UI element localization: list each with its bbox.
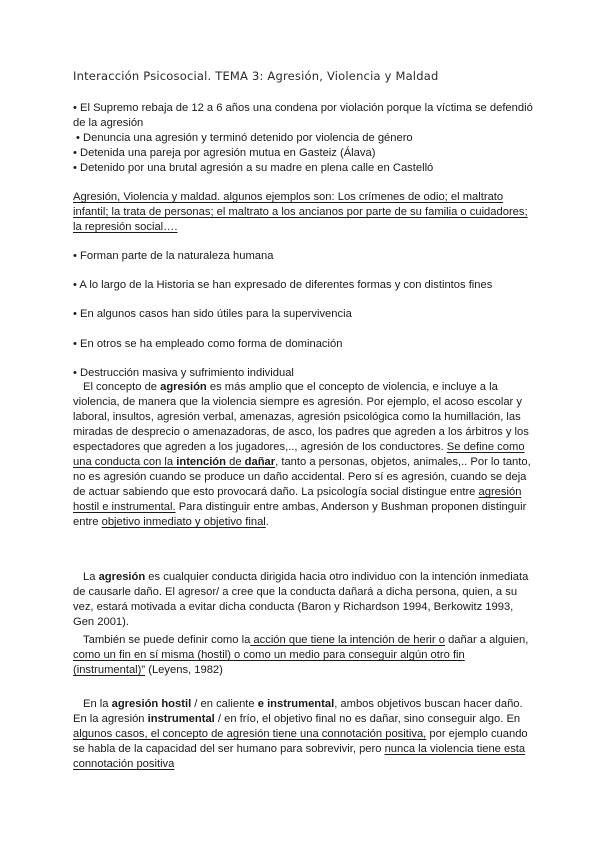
feature-item: • En otros se ha empleado como forma de dominación [73,338,343,350]
news-bullet-list [73,101,535,176]
news-bullet: • Detenida una pareja por agresión mutua en Gasteiz (Álava) [73,147,376,159]
definition-paragraph: La agresión es cualquier conducta dirigida hacia otro individuo con la intención inmediata de causarle daño. El agresor/ a cree que la conducta dañará a dicha persona, quien, a su vez, estará motivada a evitar dicha conducta (Baron y Richardson 1994, Berkowitz 1993, Gen 2001). [73,571,529,628]
news-bullet: • Detenido por una brutal agresión a su madre en plena calle en Castelló [73,162,434,174]
alternative-definition-paragraph: También se puede definir como la acción que tiene la intención de herir o dañar a alguien, como un fin en sí misma (hostil) o como un medio para conseguir algún otro fin (instrumental)” (Leyens, 1982) [73,634,529,676]
feature-item: • Forman parte de la naturaleza humana [73,250,274,262]
feature-item: • En algunos casos han sido útiles para la supervivencia [73,308,352,320]
examples-paragraph: Agresión, Violencia y maldad. algunos ejemplos son: Los crímenes de odio; el maltrato infantil; la trata de personas; el maltrato a los ancianos por parte de su familia o cuidadores; la represión social…. [73,191,528,233]
concept-paragraph: El concepto de agresión es más amplio que el concepto de violencia, e incluye a la violencia, de manera que la violencia siempre es agresión. Por ejemplo, el acoso escolar y laboral, insultos, agresión verbal, amenazas, agresión psicológica como la humillación, las miradas de desprecio o amenazadoras, de asco, los padres que agreden a los árbitros y los espectadores que agreden a los jugadores,.., agresión de los conductores. Se define como una conducta con la intención de dañar, tanto a personas, objetos, animales,.. Por lo tanto, no es agresión cuando se produce un daño accidental. Pero sí es agresión, cuando se deja de actuar sabiendo que esto provocará daño. La psicología social distingue entre agresión hostil e instrumental. Para distinguir entre ambas, Anderson y Bushman proponen distinguir entre objetivo inmediato y objetivo final. [73,381,531,528]
news-bullet: • El Supremo rebaja de 12 a 6 años una condena por violación porque la víctima se defendió de la agresión [73,102,533,129]
hostile-instrumental-paragraph: En la agresión hostil / en caliente e instrumental, ambos objetivos buscan hacer daño. En la agresión instrumental / en frío, el objetivo final no es dañar, sino conseguir algo. En algunos casos, el concepto de agresión tiene una connotación positiva, por ejemplo cuando se habla de la capacidad del ser humano para sobrevivir, pero nunca la violencia tiene esta connotación positiva [73,698,528,770]
feature-item: • Destrucción masiva y sufrimiento individual [73,367,294,379]
news-bullet: • Denuncia una agresión y terminó detenido por violencia de género [76,132,413,144]
feature-item: • A lo largo de la Historia se han expresado de diferentes formas y con distintos fines [73,279,493,291]
document-title: Interacción Psicosocial. TEMA 3: Agresión, Violencia y Maldad [73,69,439,83]
